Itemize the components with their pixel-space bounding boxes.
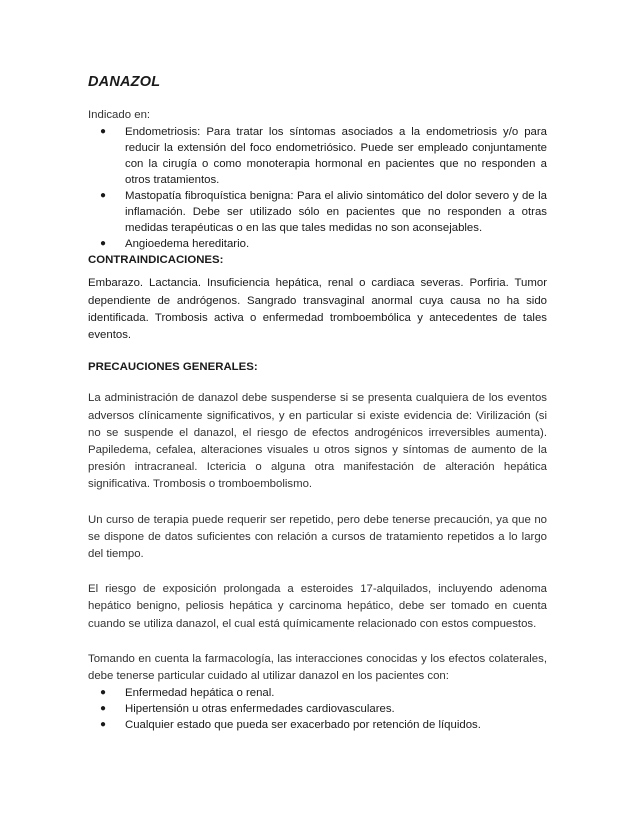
indication-text: Angioedema hereditario. [125, 238, 250, 251]
condition-text: Cualquier estado que pueda ser exacerbado por retención de líquidos. [125, 719, 481, 732]
bullet-icon: ● [99, 719, 107, 731]
bullet-icon: ● [99, 126, 107, 138]
bullet-icon: ● [99, 703, 107, 715]
list-item [88, 124, 547, 188]
list-item [88, 685, 547, 701]
precautions-paragraph: El riesgo de exposición prolongada a esteroides 17-alquilados, incluyendo adenoma hepático benigno, peliosis hepática y carcinoma hepático, debe ser tomado en cuenta cuando se utiliza danazol, el cual está químicamente relacionado con estos compuestos. [88, 583, 547, 630]
condition-text: Hipertensión u otras enfermedades cardiovasculares. [125, 703, 395, 716]
document-body [88, 74, 547, 733]
precautions-paragraph: Tomando en cuenta la farmacología, las interacciones conocidas y los efectos colaterales, debe tenerse particular cuidado al utilizar danazol en los pacientes con: [88, 652, 547, 683]
indicated-label: Indicado en: [88, 109, 151, 121]
list-item [88, 701, 547, 717]
document-title: DANAZOL [88, 74, 161, 90]
precautions-paragraph: La administración de danazol debe suspenderse si se presenta cualquiera de los eventos adversos clínicamente significativos, y en particular si existe evidencia de: Virilización (si no se suspende el danazol, el riesgo de efectos androgénicos irreversibles aumenta). Papiledema, cefalea, alteraciones visuales u otros signos y síntomas de aumento de la presión intracraneal. Ictericia o alguna otra manifestación de alteración hepática significativa. Trombosis o tromboembolismo. [88, 392, 547, 491]
indication-text: Mastopatía fibroquística benigna: Para el alivio sintomático del dolor severo y de la inflamación. Debe ser utilizado sólo en pacientes que no responden a otras medidas terapéuticas o en las que tales medidas no son aconsejables. [125, 190, 547, 235]
conditions-list [88, 685, 547, 733]
indication-text: Endometriosis: Para tratar los síntomas asociados a la endometriosis y/o para reducir la extensión del foco endometriósico. Puede ser empleado conjuntamente con la cirugía o como monoterapia hormonal en pacientes que no responden a otros tratamientos. [125, 126, 547, 187]
contraindications-text: Embarazo. Lactancia. Insuficiencia hepática, renal o cardiaca severas. Porfiria. Tumor dependiente de andrógenos. Sangrado transvaginal anormal cuya causa no ha sido identificada. Trombosis activa o enfermedad tromboembólica y antecedentes de tales eventos. [88, 277, 547, 342]
list-item [88, 188, 547, 236]
bullet-icon: ● [99, 687, 107, 699]
contraindications-heading: CONTRAINDICACIONES: [88, 254, 224, 267]
condition-text: Enfermedad hepática o renal. [125, 687, 275, 700]
precautions-paragraph: Un curso de terapia puede requerir ser repetido, pero debe tenerse precaución, ya que no se dispone de datos suficientes con relación a cursos de tratamiento repetidos a lo largo del tiempo. [88, 513, 547, 561]
bullet-icon: ● [99, 238, 107, 250]
precautions-heading: PRECAUCIONES GENERALES: [88, 361, 258, 374]
indications-list [88, 124, 547, 252]
bullet-icon: ● [99, 190, 107, 202]
list-item [88, 236, 547, 252]
list-item [88, 717, 547, 733]
